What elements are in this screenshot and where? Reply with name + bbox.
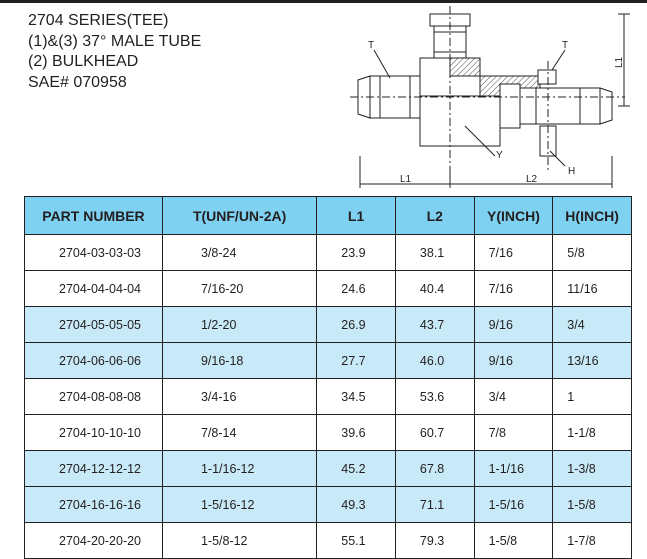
cell-h: 1-5/8 — [553, 487, 632, 523]
h-label: H — [568, 166, 576, 177]
cell-y: 9/16 — [474, 307, 553, 343]
cell-l1: 45.2 — [317, 451, 396, 487]
l2-bottom-label: L2 — [526, 174, 538, 185]
table-row — [25, 379, 632, 415]
cell-y: 3/4 — [474, 379, 553, 415]
col-header-thread: T(UNF/UN-2A) — [162, 197, 316, 235]
cell-l2: 79.3 — [395, 523, 474, 559]
cell-h: 1-3/8 — [553, 451, 632, 487]
cell-l1: 26.9 — [317, 307, 396, 343]
cell-l2: 40.4 — [395, 271, 474, 307]
top-rule — [0, 0, 647, 3]
cell-thread: 7/16-20 — [162, 271, 316, 307]
l1-vertical-label: L1 — [614, 56, 625, 68]
cell-y: 7/8 — [474, 415, 553, 451]
cell-l2: 60.7 — [395, 415, 474, 451]
cell-part-number: 2704-12-12-12 — [25, 451, 163, 487]
col-header-h: H(INCH) — [553, 197, 632, 235]
cell-y: 1-5/16 — [474, 487, 553, 523]
cell-l1: 23.9 — [317, 235, 396, 271]
cell-y: 7/16 — [474, 235, 553, 271]
tee-fitting-drawing — [340, 6, 640, 196]
cell-part-number: 2704-20-20-20 — [25, 523, 163, 559]
cell-thread: 1-5/16-12 — [162, 487, 316, 523]
fitting-body — [350, 6, 625, 171]
col-header-l2: L2 — [395, 197, 474, 235]
cell-thread: 3/8-24 — [162, 235, 316, 271]
bulkhead-spec: (2) BULKHEAD — [28, 53, 139, 70]
table-row — [25, 343, 632, 379]
cell-h: 3/4 — [553, 307, 632, 343]
cell-part-number: 2704-08-08-08 — [25, 379, 163, 415]
cell-l2: 53.6 — [395, 379, 474, 415]
cell-l2: 71.1 — [395, 487, 474, 523]
title-block — [28, 11, 201, 93]
cell-thread: 1-1/16-12 — [162, 451, 316, 487]
cell-y: 1-5/8 — [474, 523, 553, 559]
cell-h: 5/8 — [553, 235, 632, 271]
cell-l1: 55.1 — [317, 523, 396, 559]
cell-part-number: 2704-06-06-06 — [25, 343, 163, 379]
cell-thread: 1/2-20 — [162, 307, 316, 343]
t-right-label: T — [562, 40, 569, 51]
cell-thread: 1-5/8-12 — [162, 523, 316, 559]
table-row — [25, 451, 632, 487]
cell-l1: 39.6 — [317, 415, 396, 451]
cell-y: 7/16 — [474, 271, 553, 307]
cell-thread: 3/4-16 — [162, 379, 316, 415]
tube-spec: (1)&(3) 37° MALE TUBE — [28, 32, 202, 50]
table-row — [25, 271, 632, 307]
table-row — [25, 523, 632, 559]
cell-l1: 24.6 — [317, 271, 396, 307]
sae-number: SAE# 070958 — [28, 73, 127, 91]
cell-part-number: 2704-10-10-10 — [25, 415, 163, 451]
series-title: 2704 SERIES(TEE) — [28, 12, 169, 29]
cell-l1: 27.7 — [317, 343, 396, 379]
cell-h: 13/16 — [553, 343, 632, 379]
cell-thread: 9/16-18 — [162, 343, 316, 379]
cell-y: 9/16 — [474, 343, 553, 379]
table-header-row — [25, 197, 632, 235]
cell-part-number: 2704-16-16-16 — [25, 487, 163, 523]
cell-l1: 34.5 — [317, 379, 396, 415]
col-header-l1: L1 — [317, 197, 396, 235]
cell-part-number: 2704-03-03-03 — [25, 235, 163, 271]
cell-part-number: 2704-04-04-04 — [25, 271, 163, 307]
col-header-part-number: PART NUMBER — [25, 197, 163, 235]
col-header-y: Y(INCH) — [474, 197, 553, 235]
cell-l2: 43.7 — [395, 307, 474, 343]
cell-h: 11/16 — [553, 271, 632, 307]
table-row — [25, 235, 632, 271]
cell-l2: 38.1 — [395, 235, 474, 271]
cell-l2: 67.8 — [395, 451, 474, 487]
cell-h: 1-7/8 — [553, 523, 632, 559]
cell-part-number: 2704-05-05-05 — [25, 307, 163, 343]
cell-l2: 46.0 — [395, 343, 474, 379]
l1-bottom-label: L1 — [400, 174, 412, 185]
cell-l1: 49.3 — [317, 487, 396, 523]
table-row — [25, 487, 632, 523]
table-row — [25, 415, 632, 451]
cell-h: 1-1/8 — [553, 415, 632, 451]
cell-y: 1-1/16 — [474, 451, 553, 487]
y-label: Y — [496, 150, 503, 161]
table-row — [25, 307, 632, 343]
spec-table — [24, 196, 632, 559]
cell-h: 1 — [553, 379, 632, 415]
t-left-label: T — [368, 40, 375, 51]
cell-thread: 7/8-14 — [162, 415, 316, 451]
